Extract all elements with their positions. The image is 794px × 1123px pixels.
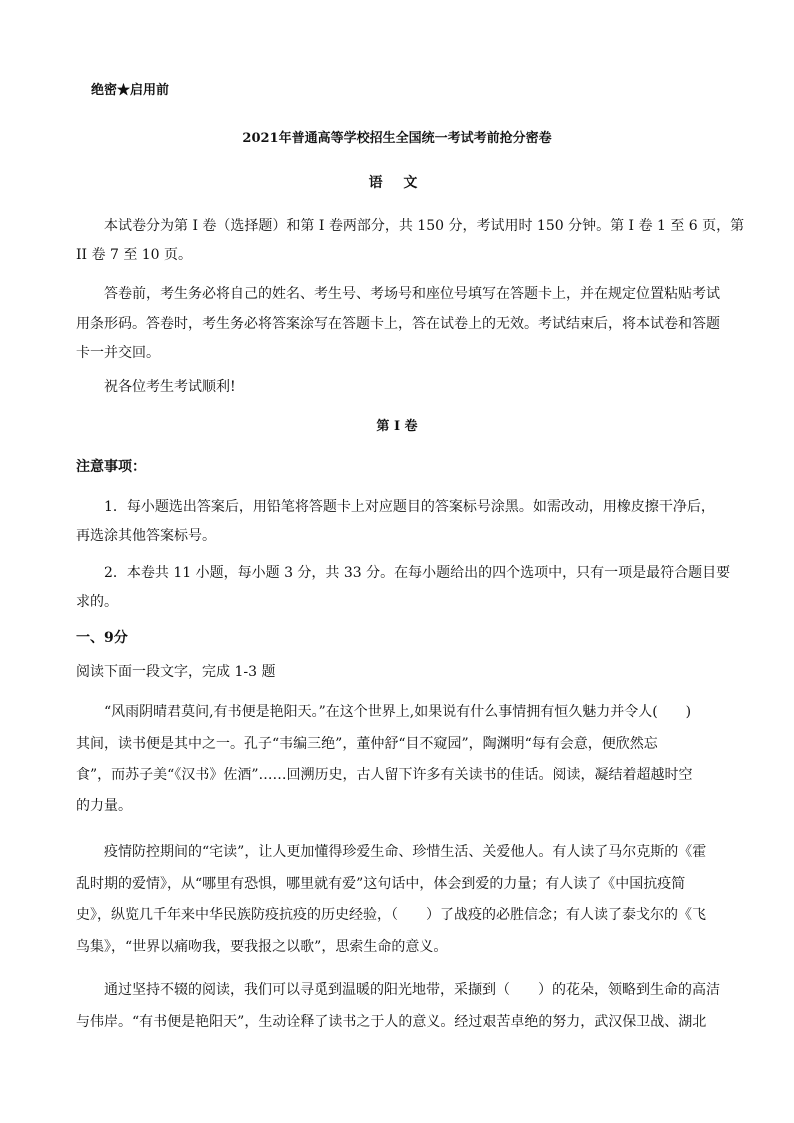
note-2-line-1: 2．本卷共 11 小题，每小题 3 分，共 33 分。在每小题给出的四个选项中，只有一项是最符合题目要 (104, 565, 731, 581)
exam-title: 2021年普通高等学校招生全国统一考试考前抢分密卷 (242, 131, 552, 146)
passage-p1-line-2: 其间，读书便是其中之一。孔子“韦编三绝”，董仲舒“目不窥园”，陶渊明“每有会意，便欣然忘 (76, 736, 658, 752)
confidential-label: 绝密★启用前 (91, 83, 170, 98)
passage-p3-line-1: 通过坚持不辍的阅读，我们可以寻觅到温暖的阳光地带，采撷到（ ）的花朵，领略到生命的高洁 (104, 982, 720, 998)
intro-line-2: II 卷 7 至 10 页。 (76, 247, 193, 263)
passage-p2-line-3: 史》，纵览几千年来中华民族防疫抗疫的历史经验，（ ）了战疫的必胜信念；有人读了泰戈尔的《飞 (76, 907, 706, 923)
part-one-prompt: 阅读下面一段文字，完成 1-3 题 (76, 664, 276, 680)
intro-line-1: 本试卷分为第 I 卷（选择题）和第 I 卷两部分，共 150 分，考试用时 150 分钟。第 I 卷 1 至 6 页，第 (104, 218, 745, 234)
subject-title: 语 文 (368, 175, 426, 191)
passage-p1-line-1: “风雨阴晴君莫问,有书便是艳阳天。”在这个世界上,如果说有什么事情拥有恒久魅力并令人( ) (104, 704, 692, 720)
passage-p2-line-2: 乱时期的爱情》，从“哪里有恐惧，哪里就有爱”这句话中，体会到爱的力量；有人读了《中国抗疫简 (76, 876, 686, 892)
note-1-line-2: 再选涂其他答案标号。 (76, 528, 216, 544)
passage-p2-line-4: 鸟集》，“世界以痛吻我，要我报之以歌”，思索生命的意义。 (76, 939, 448, 955)
instructions-line-1: 答卷前，考生务必将自己的姓名、考生号、考场号和座位号填写在答题卡上，并在规定位置粘贴考试 (104, 286, 720, 302)
passage-p3-line-2: 与伟岸。“有书便是艳阳天”，生动诠释了读书之于人的意义。经过艰苦卓绝的努力，武汉保卫战、湖北 (76, 1014, 707, 1030)
wish-text: 祝各位考生考试顺利! (104, 379, 236, 395)
passage-p2-line-1: 疫情防控期间的“宅读”，让人更加懂得珍爱生命、珍惜生活、关爱他人。有人读了马尔克斯的《霍 (104, 844, 707, 860)
part-one-heading: 一、9分 (76, 630, 128, 646)
note-2-line-2: 求的。 (76, 594, 118, 610)
notes-heading: 注意事项： (76, 459, 146, 475)
instructions-line-3: 卡一并交回。 (76, 345, 160, 361)
instructions-line-2: 用条形码。答卷时，考生务必将答案涂写在答题卡上，答在试卷上的无效。考试结束后，将本试卷和答题 (76, 316, 720, 332)
passage-p1-line-3: 食”，而苏子美“《汉书》佐酒”……回溯历史，古人留下许多有关读书的佳话。阅读，凝结着超越时空 (76, 767, 693, 783)
section-title: 第 I 卷 (376, 419, 418, 434)
note-1-line-1: 1．每小题选出答案后，用铅笔将答题卡上对应题目的答案标号涂黑。如需改动，用橡皮擦干净后， (104, 499, 715, 515)
passage-p1-line-4: 的力量。 (76, 798, 132, 814)
